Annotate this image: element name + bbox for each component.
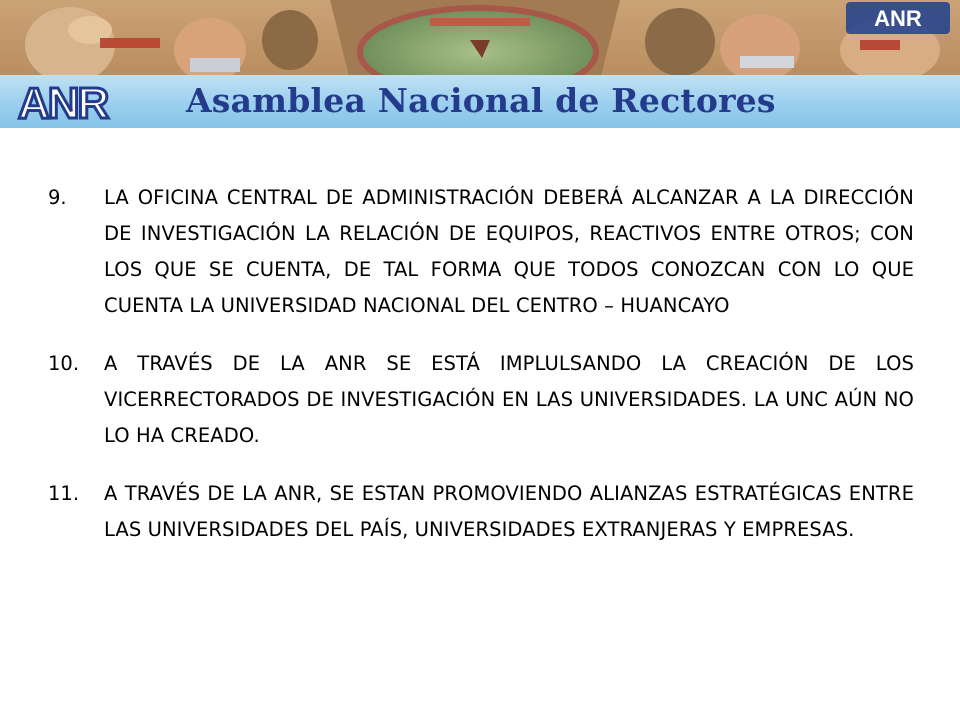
numbered-list bbox=[48, 180, 914, 570]
logo-text: ANR bbox=[18, 80, 108, 124]
item-number: 9. bbox=[48, 186, 67, 209]
list-item bbox=[48, 346, 914, 454]
header-banner bbox=[0, 0, 960, 128]
corner-logo-text: ANR bbox=[874, 6, 922, 31]
list-item bbox=[48, 180, 914, 324]
item-text: A TRAVÉS DE LA ANR SE ESTÁ IMPLULSANDO LA CREACIÓN DE LOS VICERRECTORADOS DE INVESTIGACIÓN EN LAS UNIVERSIDADES. LA UNC AÚN NO LO HA CREADO. bbox=[104, 352, 914, 447]
item-text: A TRAVÉS DE LA ANR, SE ESTAN PROMOVIENDO ALIANZAS ESTRATÉGICAS ENTRE LAS UNIVERSIDADES DEL PAÍS, UNIVERSIDADES EXTRANJERAS Y EMPRESAS. bbox=[104, 482, 914, 541]
corner-anr-logo bbox=[846, 2, 950, 34]
item-number: 10. bbox=[48, 352, 80, 375]
anr-logo bbox=[14, 80, 164, 124]
list-item bbox=[48, 476, 914, 548]
item-number: 11. bbox=[48, 482, 80, 505]
title-bar bbox=[0, 75, 960, 128]
item-text: LA OFICINA CENTRAL DE ADMINISTRACIÓN DEBERÁ ALCANZAR A LA DIRECCIÓN DE INVESTIGACIÓN LA RELACIÓN DE EQUIPOS, REACTIVOS ENTRE OTROS; CON LOS QUE SE CUENTA, DE TAL FORMA QUE TODOS CONOZCAN CON LO QUE CUENTA LA UNIVERSIDAD NACIONAL DEL CENTRO – HUANCAYO bbox=[104, 186, 914, 317]
mural-image bbox=[0, 0, 960, 80]
page-title: Asamblea Nacional de Rectores bbox=[186, 81, 776, 120]
